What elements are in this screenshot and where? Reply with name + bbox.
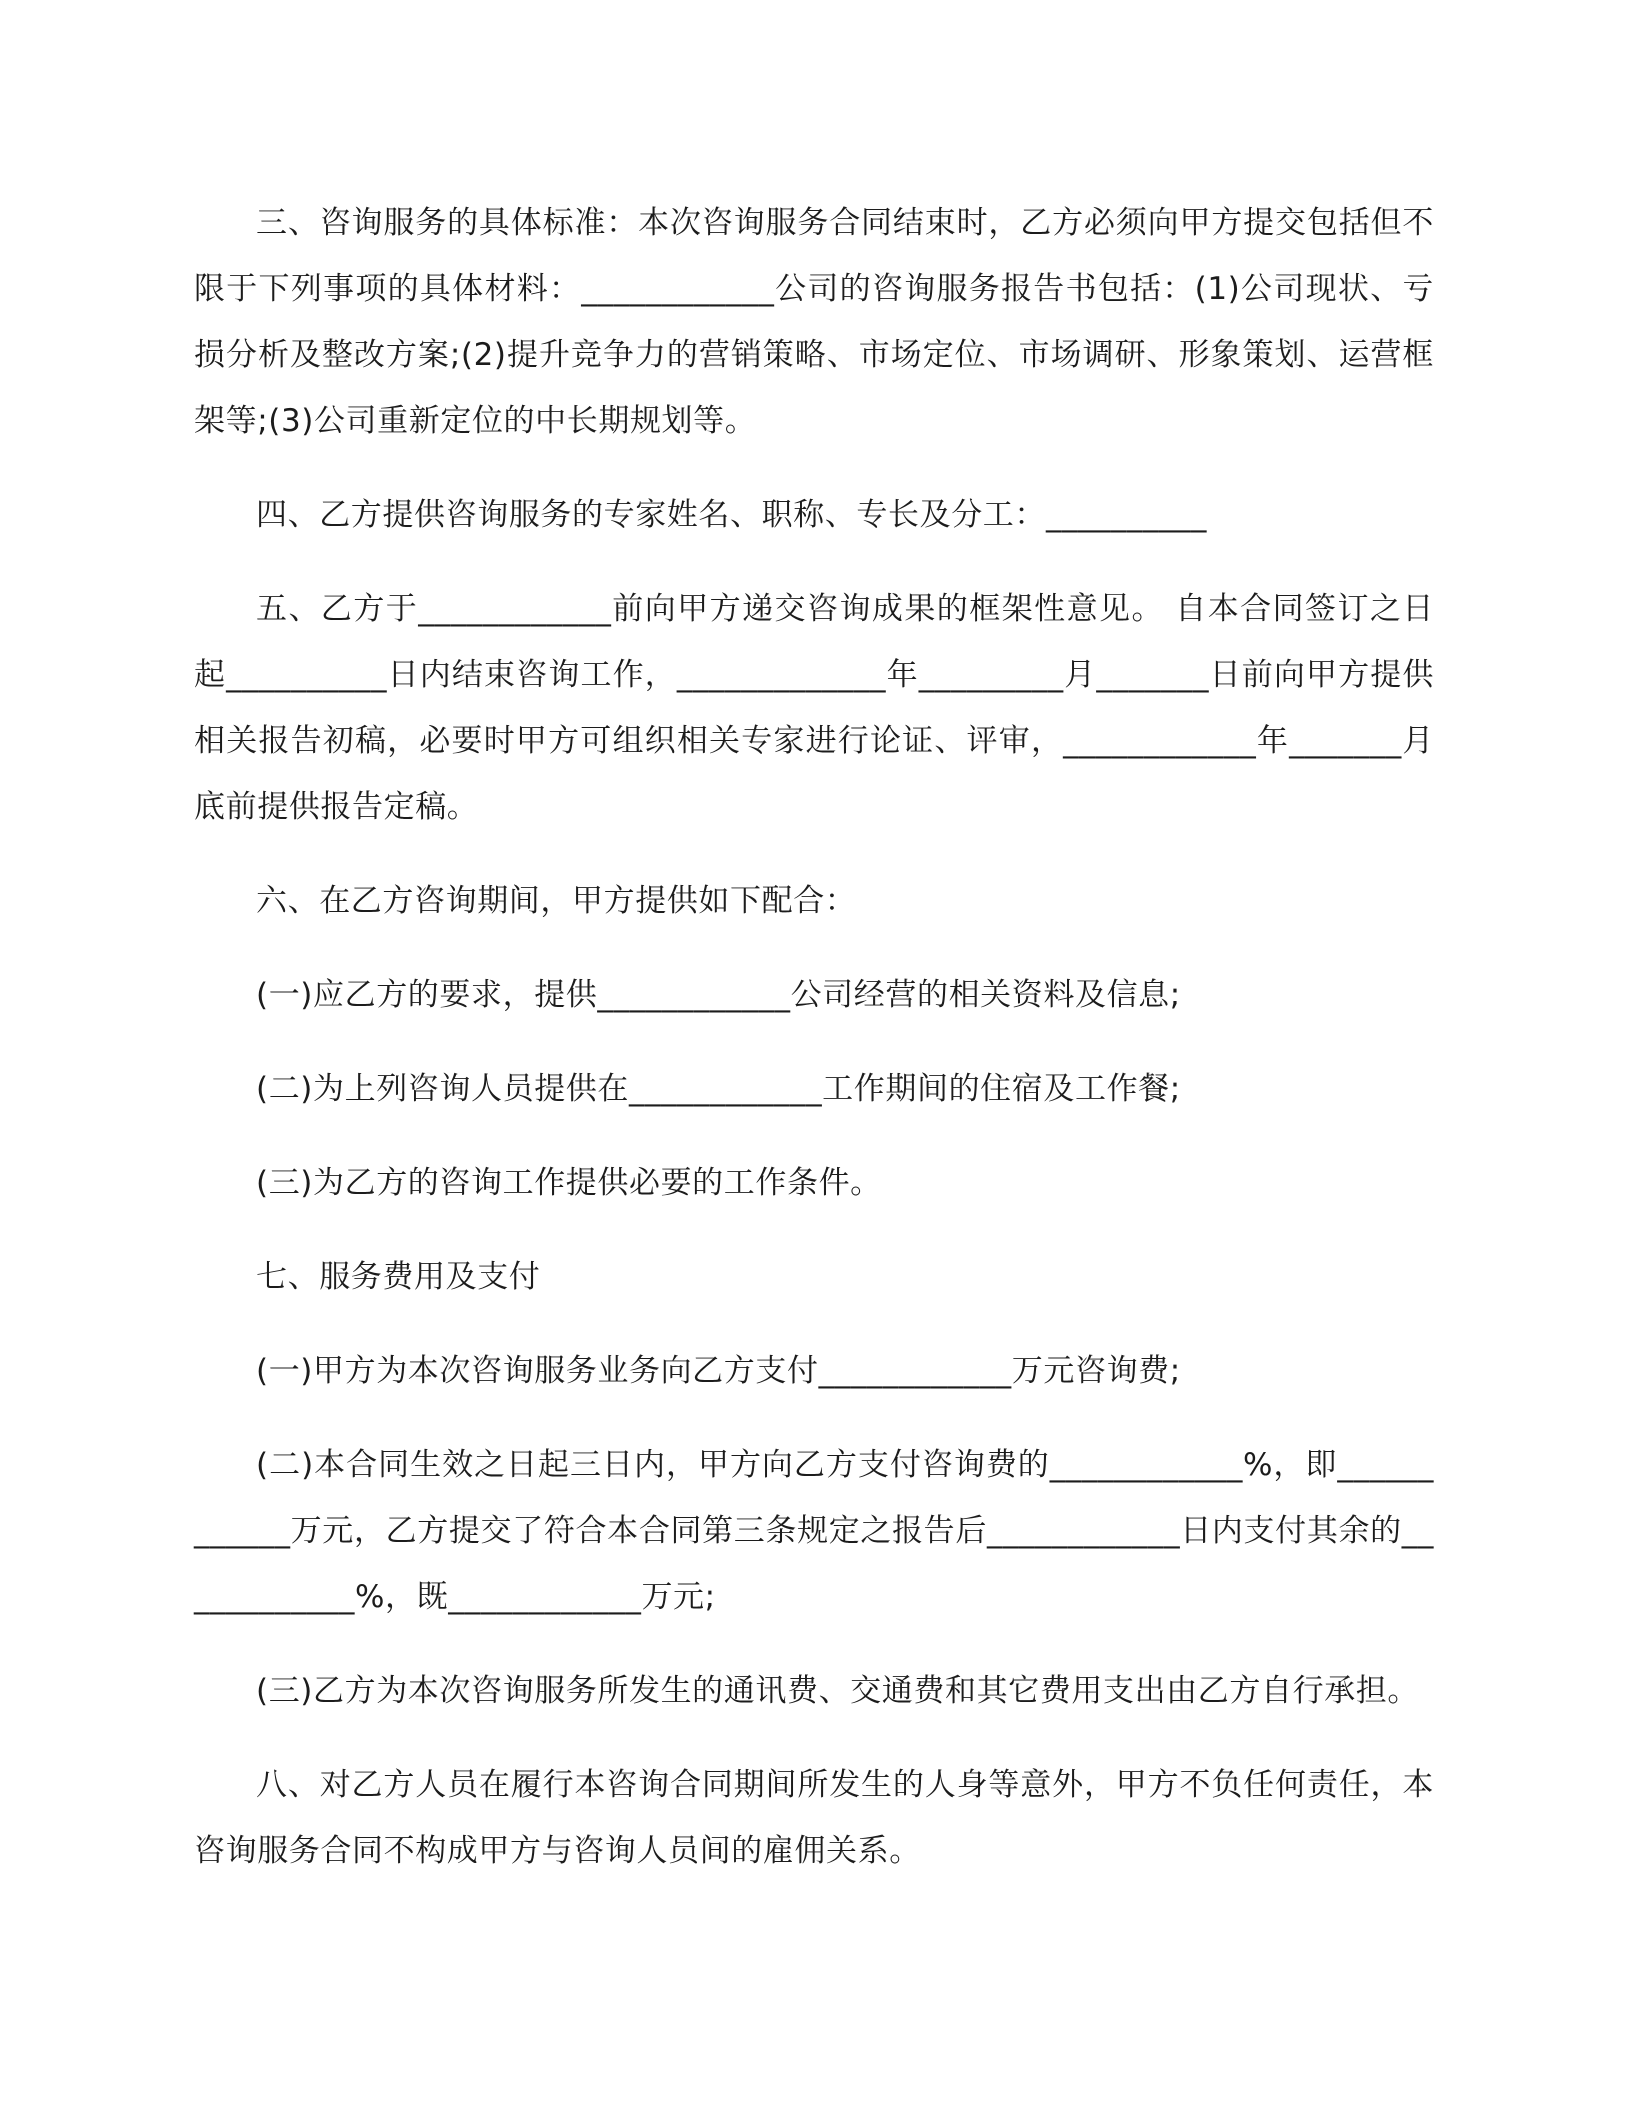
clause-4-experts: 四、乙方提供咨询服务的专家姓名、职称、专长及分工：__________ — [256, 497, 1207, 533]
clause-7-item-1: (一)甲方为本次咨询服务业务向乙方支付____________万元咨询费; — [256, 1353, 1181, 1389]
clause-6-item-1: (一)应乙方的要求，提供____________公司经营的相关资料及信息; — [256, 977, 1181, 1013]
clause-5-schedule: 五、乙方于____________前向甲方递交咨询成果的框架性意见。 自本合同签订之日起__________日内结束咨询工作，_____________年_________月_______日前向甲方提供相关报告初稿，必要时甲方可组织相关专家进行论证、评审，____________年_______月底前提供报告定稿。 — [194, 591, 1434, 825]
contract-body — [194, 190, 1434, 1884]
clause-6-item-2: (二)为上列咨询人员提供在____________工作期间的住宿及工作餐; — [256, 1071, 1181, 1107]
clause-6-item-3: (三)为乙方的咨询工作提供必要的工作条件。 — [256, 1165, 882, 1201]
clause-7-item-2: (二)本合同生效之日起三日内，甲方向乙方支付咨询费的____________%，即____________万元，乙方提交了符合本合同第三条规定之报告后____________日内支付其余的____________%，既____________万元; — [194, 1447, 1434, 1615]
clause-8-liability: 八、对乙方人员在履行本咨询合同期间所发生的人身等意外，甲方不负任何责任，本咨询服务合同不构成甲方与咨询人员间的雇佣关系。 — [194, 1767, 1434, 1869]
clause-7-fees: 七、服务费用及支付 — [256, 1259, 541, 1295]
clause-6-cooperation: 六、在乙方咨询期间，甲方提供如下配合： — [256, 883, 857, 919]
clause-7-item-3: (三)乙方为本次咨询服务所发生的通讯费、交通费和其它费用支出由乙方自行承担。 — [256, 1673, 1419, 1709]
clause-3-standards: 三、咨询服务的具体标准：本次咨询服务合同结束时，乙方必须向甲方提交包括但不限于下列事项的具体材料：____________公司的咨询服务报告书包括：(1)公司现状、亏损分析及整改方案;(2)提升竞争力的营销策略、市场定位、市场调研、形象策划、运营框架等;(3)公司重新定位的中长期规划等。 — [194, 205, 1434, 439]
